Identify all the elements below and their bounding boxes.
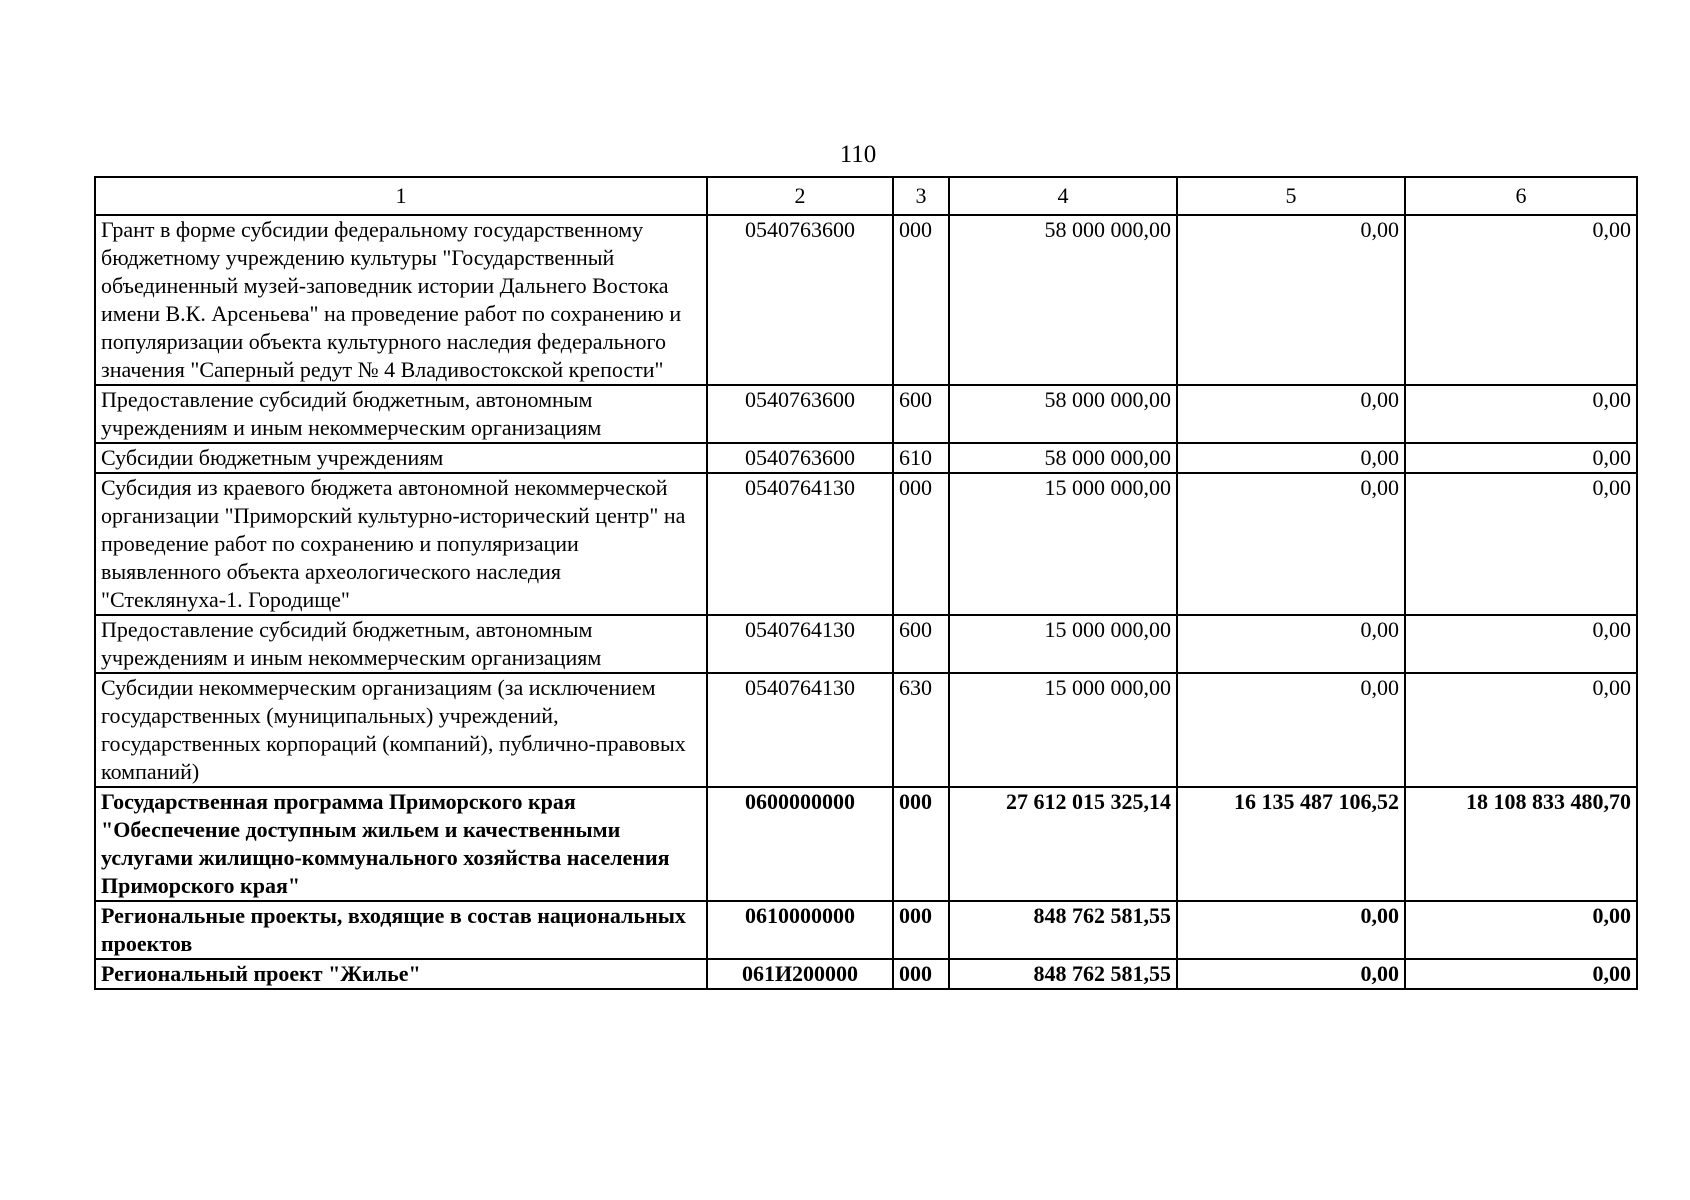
row-name: Региональный проект "Жилье" [95, 959, 707, 989]
row-name: Предоставление субсидий бюджетным, автономным учреждениям и иным некоммерческим организациям [95, 385, 707, 443]
table-row [95, 385, 1637, 443]
row-name: Субсидия из краевого бюджета автономной некоммерческой организации "Приморский культурно-исторический центр" на проведение работ по сохранению и популяризации выявленного объекта археологического наследия "Стеклянуха-1. Городище" [95, 473, 707, 615]
row-expense-type: 000 [893, 901, 949, 959]
row-amount-col5: 16 135 487 106,52 [1177, 787, 1405, 901]
row-expense-type: 000 [893, 787, 949, 901]
table-row [95, 473, 1637, 615]
row-expense-type: 600 [893, 615, 949, 673]
row-amount-col6: 18 108 833 480,70 [1405, 787, 1637, 901]
row-name: Субсидии некоммерческим организациям (за исключением государственных (муниципальных) учреждений, государственных корпораций (компаний), публично-правовых компаний) [95, 673, 707, 787]
row-expense-type: 630 [893, 673, 949, 787]
page-number: 110 [839, 141, 877, 168]
row-amount-col5: 0,00 [1177, 443, 1405, 473]
row-amount-col4: 15 000 000,00 [949, 615, 1177, 673]
row-amount-col4: 848 762 581,55 [949, 959, 1177, 989]
row-target-code: 0540764130 [707, 673, 893, 787]
row-amount-col4: 58 000 000,00 [949, 385, 1177, 443]
row-amount-col6: 0,00 [1405, 385, 1637, 443]
row-amount-col4: 27 612 015 325,14 [949, 787, 1177, 901]
row-expense-type: 610 [893, 443, 949, 473]
table-row [95, 787, 1637, 901]
row-amount-col4: 15 000 000,00 [949, 673, 1177, 787]
row-target-code: 0540764130 [707, 473, 893, 615]
row-amount-col6: 0,00 [1405, 959, 1637, 989]
row-target-code: 0540763600 [707, 443, 893, 473]
row-expense-type: 600 [893, 385, 949, 443]
row-target-code: 0600000000 [707, 787, 893, 901]
row-target-code: 061И200000 [707, 959, 893, 989]
row-name: Грант в форме субсидии федеральному государственному бюджетному учреждению культуры "Государственный объединенный музей-заповедник истории Дальнего Востока имени В.К. Арсеньева" на проведение работ по сохранению и популяризации объекта культурного наследия федерального значения "Саперный редут № 4 Владивостокской крепости" [95, 215, 707, 385]
row-expense-type: 000 [893, 959, 949, 989]
row-amount-col5: 0,00 [1177, 901, 1405, 959]
row-amount-col6: 0,00 [1405, 673, 1637, 787]
column-header-6: 6 [1405, 177, 1637, 215]
row-expense-type: 000 [893, 215, 949, 385]
table-row [95, 901, 1637, 959]
row-amount-col6: 0,00 [1405, 215, 1637, 385]
row-amount-col4: 848 762 581,55 [949, 901, 1177, 959]
row-amount-col5: 0,00 [1177, 385, 1405, 443]
column-header-1: 1 [95, 177, 707, 215]
column-header-5: 5 [1177, 177, 1405, 215]
row-name: Предоставление субсидий бюджетным, автономным учреждениям и иным некоммерческим организациям [95, 615, 707, 673]
row-target-code: 0540763600 [707, 215, 893, 385]
table-row [95, 215, 1637, 385]
row-target-code: 0540763600 [707, 385, 893, 443]
row-name: Региональные проекты, входящие в состав национальных проектов [95, 901, 707, 959]
row-amount-col5: 0,00 [1177, 473, 1405, 615]
table-row [95, 673, 1637, 787]
row-target-code: 0540764130 [707, 615, 893, 673]
row-amount-col4: 15 000 000,00 [949, 473, 1177, 615]
row-target-code: 0610000000 [707, 901, 893, 959]
row-amount-col5: 0,00 [1177, 615, 1405, 673]
table-row [95, 959, 1637, 989]
table-row [95, 615, 1637, 673]
row-amount-col6: 0,00 [1405, 473, 1637, 615]
table-row [95, 443, 1637, 473]
row-amount-col6: 0,00 [1405, 615, 1637, 673]
row-expense-type: 000 [893, 473, 949, 615]
row-amount-col4: 58 000 000,00 [949, 215, 1177, 385]
row-name: Субсидии бюджетным учреждениям [95, 443, 707, 473]
column-header-3: 3 [893, 177, 949, 215]
row-amount-col6: 0,00 [1405, 443, 1637, 473]
row-amount-col5: 0,00 [1177, 673, 1405, 787]
row-amount-col4: 58 000 000,00 [949, 443, 1177, 473]
column-header-2: 2 [707, 177, 893, 215]
row-amount-col5: 0,00 [1177, 215, 1405, 385]
row-name: Государственная программа Приморского края "Обеспечение доступным жильем и качественными услугами жилищно-коммунального хозяйства населения Приморского края" [95, 787, 707, 901]
row-amount-col6: 0,00 [1405, 901, 1637, 959]
row-amount-col5: 0,00 [1177, 959, 1405, 989]
header-row [95, 177, 1637, 215]
column-header-4: 4 [949, 177, 1177, 215]
budget-table [94, 176, 1638, 990]
